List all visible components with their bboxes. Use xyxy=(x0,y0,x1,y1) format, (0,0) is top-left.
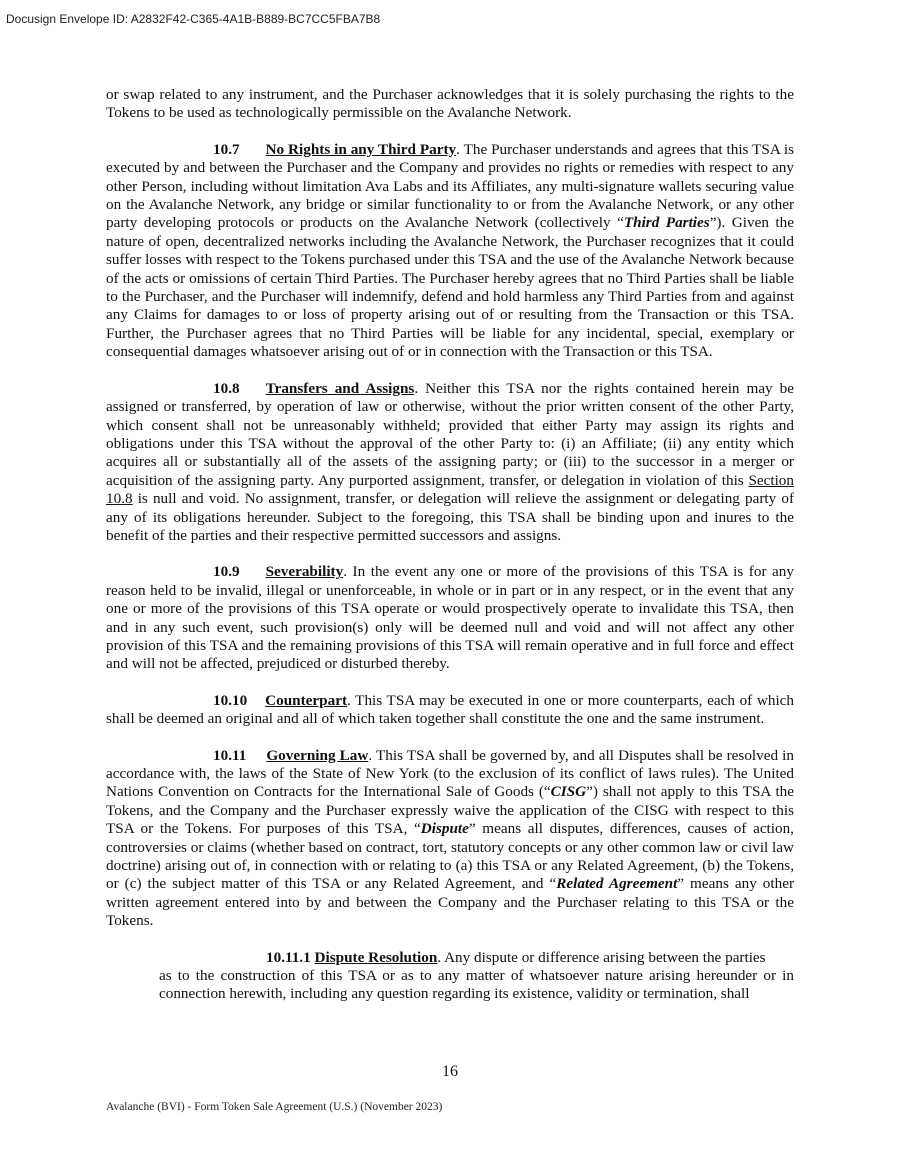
section-text: . In the event any one or more of the provisions of this TSA is for any reason held to be invalid, illegal or unenforceable, in whole or in part or in any respect, or in the event that any one or more of the provisions of this TSA operate or would prospectively operate to invalidate this TSA, then and in any such event, such provision(s) only will be deemed null and void and will not affect any other provision of this TSA and the remaining provisions of this TSA will remain operative and in full force and effect and will not be affected, prejudiced or disturbed thereby. xyxy=(106,563,794,673)
document-footer: Avalanche (BVI) - Form Token Sale Agreement (U.S.) (November 2023) xyxy=(106,1101,443,1113)
defined-term: Related Agreement xyxy=(556,875,678,893)
section-number: 10.7 xyxy=(213,140,240,158)
section-10-7 xyxy=(106,141,794,362)
section-number: 10.9 xyxy=(213,563,240,581)
section-heading: Governing Law xyxy=(266,746,369,764)
section-text: . The Purchaser understands and agrees that this TSA is executed by and between the Purchaser and the Company and provides no rights or remedies with respect to any other Person, including without limitation Ava Labs and its Affiliates, any multi-signature wallets securing value on the Avalanche Network, any bridge or similar functionality to or from the Avalanche Network, or any other party developing protocols or products on the Avalanche Network (collectively “ xyxy=(106,140,794,232)
section-text: ” means any other written agreement entered into by and between the Company and the Purchaser relating to this TSA or the Tokens. xyxy=(106,875,795,930)
section-heading: Counterpart xyxy=(265,691,348,709)
section-heading: Transfers and Assigns xyxy=(265,379,415,397)
docusign-envelope-id: Docusign Envelope ID: A2832F42-C365-4A1B-B889-BC7CC5FBA7B8 xyxy=(6,12,381,26)
section-10-9 xyxy=(106,563,794,673)
page-number: 16 xyxy=(442,1063,458,1080)
section-text: ”). Given the nature of open, decentralized networks including the Avalanche Network, the Purchaser recognizes that it could suffer losses with respect to the Tokens purchased under this TSA and the use of the Avalanche Network because of the acts or omissions of certain Third Parties. The Purchaser hereby agrees that no Third Parties shall be liable to the Purchaser, and the Purchaser will indemnify, defend and hold harmless any Third Parties from and against any Claims for damages to or loss of property arising out of or resulting from the Transaction or this TSA. Further, the Purchaser agrees that no Third Parties will be liable for any incidental, special, exemplary or consequential damages whatsoever arising out of or in connection with the Transaction or this TSA. xyxy=(106,214,794,361)
section-10-11 xyxy=(106,747,794,931)
section-cross-reference: Section 10.8 xyxy=(106,471,794,508)
defined-term: Dispute xyxy=(420,820,469,838)
section-text: . This TSA may be executed in one or more counterparts, each of which shall be deemed an original and all of which taken together shall constitute the one and the same instrument. xyxy=(106,691,794,728)
section-number: 10.11 xyxy=(213,746,247,764)
section-text: is null and void. No assignment, transfer, or delegation will relieve the assignment or delegating party of any of its obligations hereunder. Subject to the foregoing, this TSA shall be binding upon and inures to the benefit of the parties and their respective permitted successors and assigns. xyxy=(106,490,794,544)
section-10-8 xyxy=(106,380,794,546)
section-text: . This TSA shall be governed by, and all Disputes shall be resolved in accordance with, the laws of the State of New York (to the exclusion of its conflict of laws rules). The United Nations Convention on Contracts for the International Sale of Goods (“ xyxy=(106,746,794,801)
section-heading: Severability xyxy=(265,563,344,581)
defined-term: CISG xyxy=(550,783,587,801)
section-number: 10.8 xyxy=(213,379,240,397)
section-number: 10.10 xyxy=(213,691,248,709)
subsection-first-line xyxy=(159,949,794,967)
section-text: ” means all disputes, differences, causes of action, controversies or claims (whether based on contract, tort, statutory concepts or any other common law or civil law doctrine) arising out of, in connection with or relating to (a) this TSA or any Related Agreement, (b) the Tokens, or (c) the subject matter of this TSA or any Related Agreement, and “ xyxy=(106,820,794,893)
section-heading: No Rights in any Third Party xyxy=(265,140,457,158)
section-10-11-1 xyxy=(159,949,794,1004)
document-body xyxy=(106,86,794,1004)
section-text: . Neither this TSA nor the rights contained herein may be assigned or transferred, by operation of law or otherwise, without the prior written consent of the other Party, which consent shall not be unreasonably withheld; provided that either Party may assign its rights and obligations under this TSA without the approval of the other Party to: (i) an Affiliate; (ii) any entity which acquires all or substantially all of the assets of the assigning party; or (iii) to the successor in a merger or acquisition of the assigning party. Any purported assignment, transfer, or delegation in violation of this xyxy=(106,379,794,489)
defined-term: Third Parties xyxy=(623,214,710,232)
section-10-10 xyxy=(106,692,794,729)
section-heading: Dispute Resolution xyxy=(314,948,438,966)
section-text: ”) shall not apply to this TSA the Tokens, and the Company and the Purchaser expressly waive the application of the CISG with respect to this TSA or the Tokens. For purposes of this TSA, “ xyxy=(106,783,794,838)
section-text: as to the construction of this TSA or as to any matter of whatsoever nature arising hereunder or in connection herewith, including any question regarding its existence, validity or termination, shall xyxy=(159,967,794,1003)
section-number: 10.11.1 xyxy=(266,948,311,966)
section-text: . Any dispute or difference arising between the parties xyxy=(437,948,766,966)
intro-paragraph: or swap related to any instrument, and the Purchaser acknowledges that it is solely purchasing the rights to the Tokens to be used as technologically permissible on the Avalanche Network. xyxy=(106,86,794,122)
